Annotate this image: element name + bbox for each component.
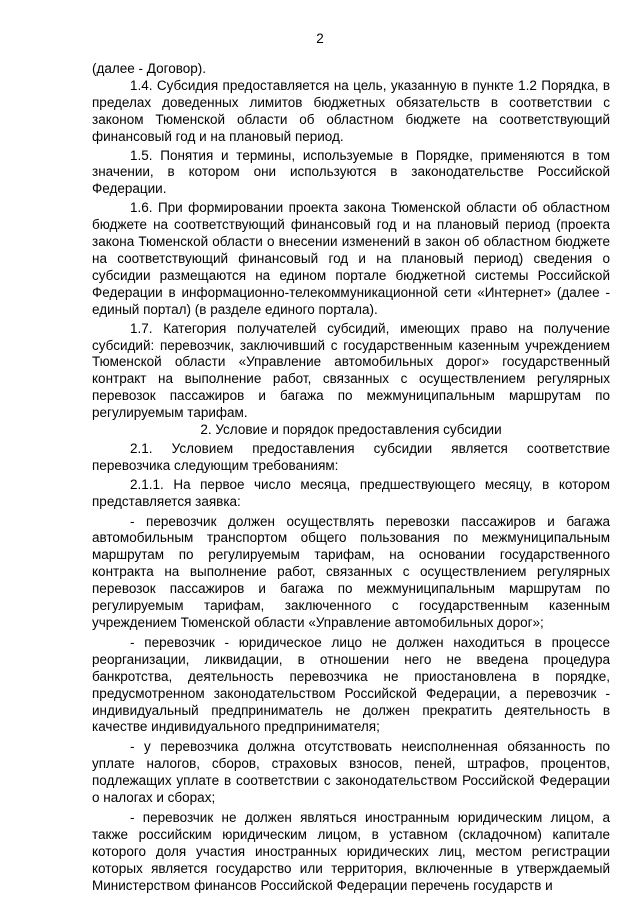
paragraph-1-6: 1.6. При формировании проекта закона Тюменской области об областном бюджете на соответствующий финансовый год и на плановый период (проекта закона Тюменской области о внесении изменений в закон об областном бюджете на соответствующий финансовый год и на плановый период) сведения о субсидии размещаются на едином портале бюджетной системы Российской Федерации в информационно-телекоммуникационной сети «Интернет» (далее - единый портал) (в разделе единого портала). <box>92 200 610 317</box>
page-number: 2 <box>316 31 324 46</box>
requirement-item-1: - перевозчик должен осуществлять перевозки пассажиров и багажа автомобильным транспортом общего пользования по межмуниципальным маршрутам по регулируемым тарифам, на основании государственного контракта на выполнение работ, связанных с осуществлением регулярных перевозок пассажиров и багажа по межмуниципальным маршрутам по регулируемым тарифам, заключенного с государственным казенным учреждением Тюменской области «Управление автомобильных дорог»; <box>92 513 610 630</box>
section-2-heading: 2. Условие и порядок предоставления субсидии <box>200 422 502 438</box>
paragraph-1-5: 1.5. Понятия и термины, используемые в Порядке, применяются в том значении, в котором они используются в законодательстве Российской Федерации. <box>92 147 610 197</box>
paragraph-2-1: 2.1. Условием предоставления субсидии является соответствие перевозчика следующим требованиям: <box>92 440 610 473</box>
paragraph-1-4: 1.4. Субсидия предоставляется на цель, указанную в пункте 1.2 Порядка, в пределах доведенных лимитов бюджетных обязательств в соответствии с законом Тюменской области об областном бюджете на соответствующий финансовый год и на плановый период. <box>92 77 610 144</box>
requirement-item-3: - у перевозчика должна отсутствовать неисполненная обязанность по уплате налогов, сборов, страховых взносов, пеней, штрафов, процентов, подлежащих уплате в соответствии с законодательством Российской Федерации о налогах и сборах; <box>92 739 610 806</box>
requirement-item-4: - перевозчик не должен являться иностранным юридическим лицом, а также российским юридическим лицом, в уставном (складочном) капитале которого доля участия иностранных юридических лиц, местом регистрации которых является государство или территория, включенные в утверждаемый Министерством финансов Российской Федерации перечень государств и <box>92 809 610 893</box>
paragraph-1-7: 1.7. Категория получателей субсидий, имеющих право на получение субсидий: перевозчик, заключивший с государственным казенным учреждением Тюменской области «Управление автомобильных дорог» государственный контракт на выполнение работ, связанных с осуществлением регулярных перевозок пассажиров и багажа по межмуниципальным маршрутам по регулируемым тарифам. <box>92 320 610 421</box>
requirement-item-2: - перевозчик - юридическое лицо не должен находиться в процессе реорганизации, ликвидации, в отношении него не введена процедура банкротства, деятельность перевозчика не приостановлена в порядке, предусмотренном законодательством Российской Федерации, а перевозчик - индивидуальный предприниматель не должен прекратить деятельность в качестве индивидуального предпринимателя; <box>92 634 610 735</box>
document-body <box>92 61 610 895</box>
paragraph-2-1-1: 2.1.1. На первое число месяца, предшествующего месяцу, в котором представляется заявка: <box>92 476 610 509</box>
paragraph-continuation: (далее - Договор). <box>92 61 206 76</box>
